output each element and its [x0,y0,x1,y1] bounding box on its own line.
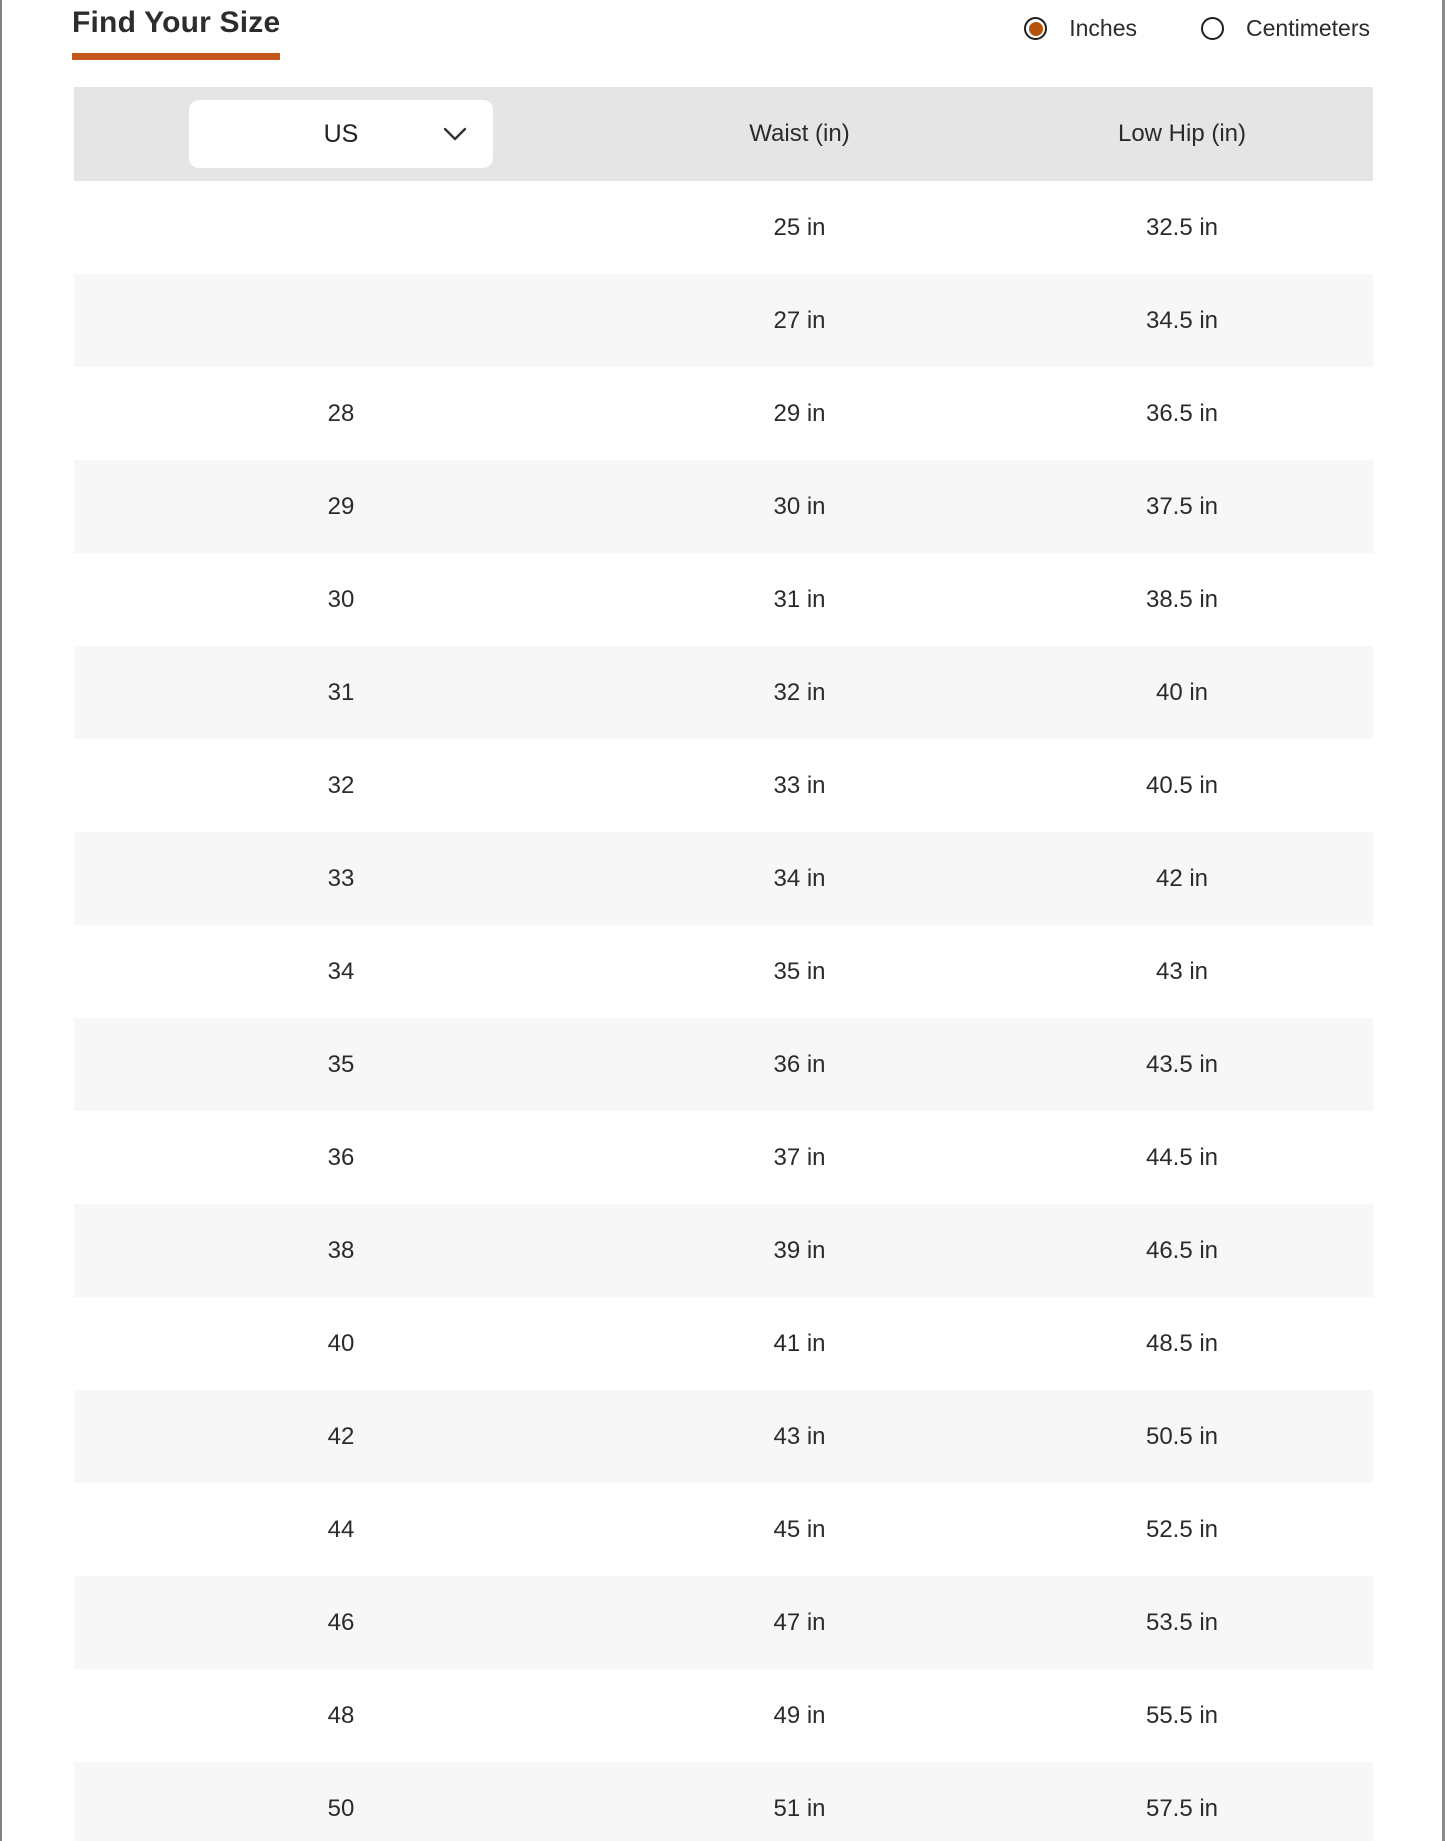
cell-waist: 32 in [773,678,826,706]
size-table-header-row [74,87,1373,181]
table-row [74,739,1373,832]
table-row [74,646,1373,739]
cell-low-hip: 32.5 in [1145,213,1219,241]
cell-us-size: 46 [327,1608,355,1636]
chevron-down-icon [443,127,467,141]
cell-waist: 49 in [773,1701,826,1729]
radio-icon-inches[interactable] [1024,17,1047,40]
cell-waist: 35 in [773,957,826,985]
region-select-cell [74,100,608,168]
table-row [74,1018,1373,1111]
cell-low-hip: 48.5 in [1145,1329,1219,1357]
unit-toggle [1024,6,1370,42]
cell-waist: 39 in [773,1236,826,1264]
unit-label-centimeters: Centimeters [1246,15,1370,41]
cell-us-size: 28 [327,399,355,427]
cell-low-hip: 52.5 in [1145,1515,1219,1543]
cell-us-size: 50 [327,1794,355,1822]
page-title: Find Your Size [72,6,280,60]
cell-waist: 37 in [773,1143,826,1171]
table-row [74,925,1373,1018]
cell-low-hip: 40.5 in [1145,771,1219,799]
column-header-waist: Waist (in) [749,120,850,147]
cell-low-hip: 42 in [1155,864,1209,892]
cell-waist: 30 in [773,492,826,520]
size-table [74,87,1373,1841]
cell-us-size: 30 [327,585,355,613]
table-row [74,1576,1373,1669]
cell-low-hip: 50.5 in [1145,1422,1219,1450]
cell-low-hip: 46.5 in [1145,1236,1219,1264]
cell-waist: 47 in [773,1608,826,1636]
cell-us-size: 36 [327,1143,355,1171]
cell-us-size: 40 [327,1329,355,1357]
table-row [74,832,1373,925]
table-row [74,1297,1373,1390]
size-table-body [74,181,1373,1841]
unit-label-inches: Inches [1069,15,1138,41]
cell-waist: 45 in [773,1515,826,1543]
cell-low-hip: 37.5 in [1145,492,1219,520]
table-row [74,1111,1373,1204]
cell-low-hip: 34.5 in [1145,306,1219,334]
cell-waist: 31 in [773,585,826,613]
cell-low-hip: 40 in [1155,678,1209,706]
cell-us-size: 31 [327,678,355,706]
cell-waist: 25 in [773,213,826,241]
cell-low-hip: 43 in [1155,957,1209,985]
cell-waist: 27 in [773,306,826,334]
region-select-dropdown[interactable] [189,100,493,168]
size-guide-header [2,0,1442,60]
table-row [74,274,1373,367]
cell-waist: 36 in [773,1050,826,1078]
table-row [74,181,1373,274]
cell-waist: 43 in [773,1422,826,1450]
table-row [74,367,1373,460]
cell-waist: 34 in [773,864,826,892]
cell-waist: 29 in [773,399,826,427]
cell-us-size: 38 [327,1236,355,1264]
unit-option-inches[interactable] [1024,15,1137,42]
cell-low-hip: 55.5 in [1145,1701,1219,1729]
cell-us-size: 44 [327,1515,355,1543]
cell-us-size: 34 [327,957,355,985]
cell-low-hip: 53.5 in [1145,1608,1219,1636]
cell-us-size: 48 [327,1701,355,1729]
region-select-value: US [323,119,359,148]
radio-icon-centimeters[interactable] [1201,17,1224,40]
cell-low-hip: 43.5 in [1145,1050,1219,1078]
cell-low-hip: 57.5 in [1145,1794,1219,1822]
cell-low-hip: 36.5 in [1145,399,1219,427]
cell-us-size: 42 [327,1422,355,1450]
table-row [74,1204,1373,1297]
cell-us-size: 32 [327,771,355,799]
column-header-low-hip: Low Hip (in) [1117,120,1247,147]
table-row [74,1669,1373,1762]
table-row [74,553,1373,646]
table-row [74,460,1373,553]
table-row [74,1762,1373,1841]
cell-us-size: 35 [327,1050,355,1078]
cell-waist: 33 in [773,771,826,799]
cell-us-size: 33 [327,864,355,892]
cell-low-hip: 38.5 in [1145,585,1219,613]
cell-waist: 51 in [773,1794,826,1822]
cell-us-size: 29 [327,492,355,520]
table-row [74,1483,1373,1576]
table-row [74,1390,1373,1483]
unit-option-centimeters[interactable] [1201,15,1370,42]
cell-waist: 41 in [773,1329,826,1357]
cell-low-hip: 44.5 in [1145,1143,1219,1171]
